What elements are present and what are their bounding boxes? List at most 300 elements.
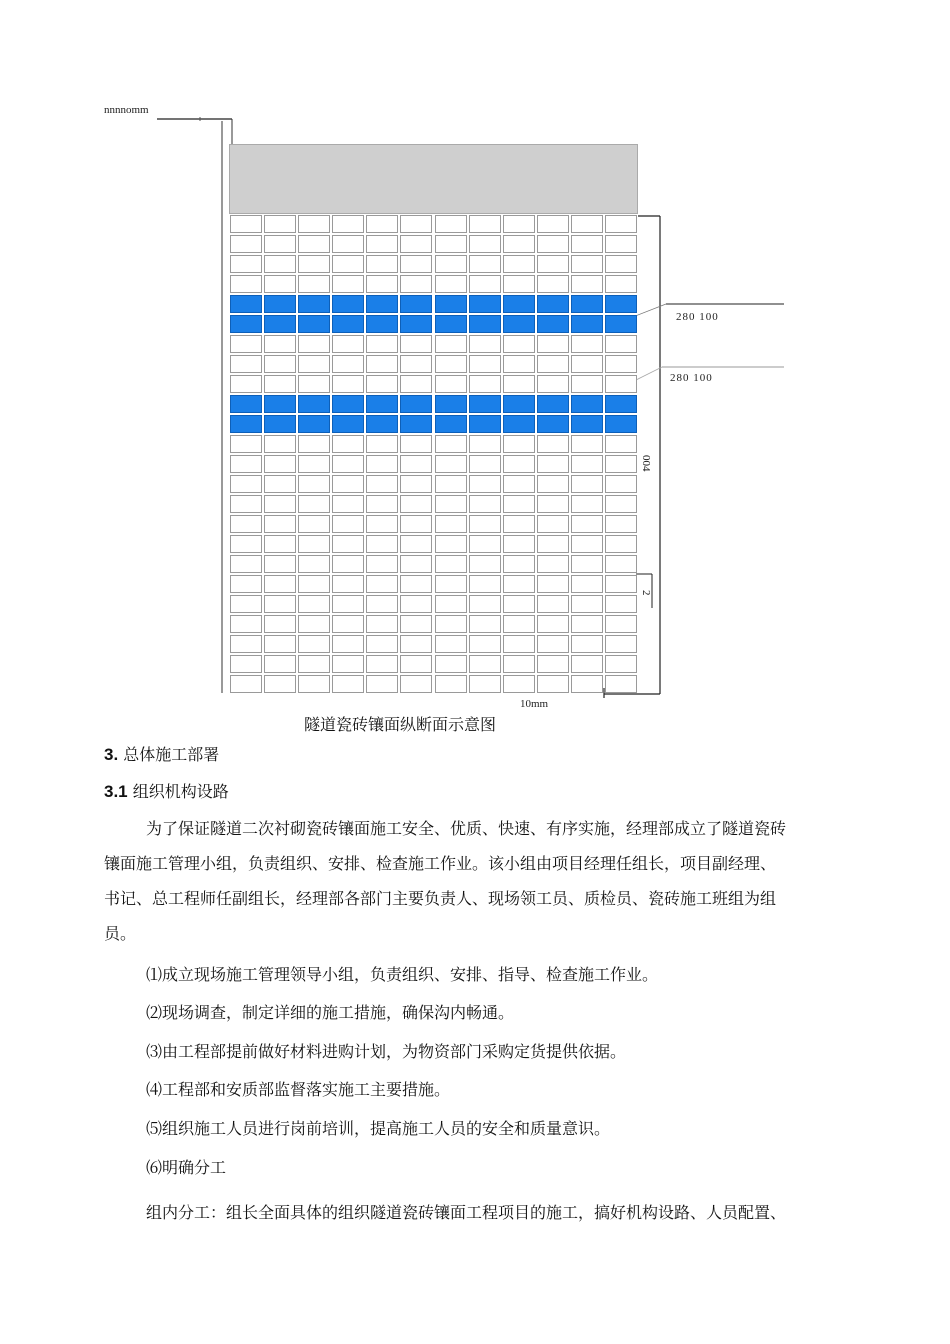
tile [230,635,262,653]
tile [435,515,467,533]
tile [332,615,364,633]
tile [469,275,501,293]
tile [537,375,569,393]
top-left-label: nnnnomm [104,104,149,116]
list-item-number: ⑶ [146,1042,163,1061]
tile [332,555,364,573]
tile [605,415,637,433]
tile [264,275,296,293]
tile [435,375,467,393]
callout-1-line2: 280 100 [676,311,719,323]
tile [605,275,637,293]
tile [298,375,330,393]
tile [298,355,330,373]
tile [571,515,603,533]
tile [332,515,364,533]
tile [230,595,262,613]
tile [435,535,467,553]
tile [264,315,296,333]
tile [264,335,296,353]
tile [503,575,535,593]
tile [469,575,501,593]
tile [264,255,296,273]
tile [469,615,501,633]
tile [298,435,330,453]
tile [400,615,432,633]
tile [537,555,569,573]
tile [469,635,501,653]
tile [503,255,535,273]
tile [264,595,296,613]
tile [400,395,432,413]
tile [571,495,603,513]
tile [366,475,398,493]
tile [298,275,330,293]
tile [571,355,603,373]
tile [332,655,364,673]
tile [605,475,637,493]
tile [571,295,603,313]
tile [332,335,364,353]
list-item-text: 明确分工 [162,1158,227,1177]
tile [298,575,330,593]
tile [264,615,296,633]
tile [230,255,262,273]
tile [366,655,398,673]
tile [503,415,535,433]
subsection-heading-text: 组织机构设路 [132,782,229,801]
tile [298,615,330,633]
tile [503,315,535,333]
para-line-1: 为了保证隧道二次衬砌瓷砖镶面施工安全、优质、快速、有序实施，经理部成立了隧道瓷砖 [146,819,787,838]
last-line: 组内分工：组长全面具体的组织隧道瓷砖镶面工程项目的施工，搞好机构设路、人员配置、 [146,1203,787,1222]
tile [503,235,535,253]
tile [332,675,364,693]
tile [366,555,398,573]
tile [571,555,603,573]
tile [400,595,432,613]
tile [298,395,330,413]
tile [298,295,330,313]
tile [400,375,432,393]
tile [332,455,364,473]
tile [264,355,296,373]
tile [264,535,296,553]
tile [605,375,637,393]
tile [400,355,432,373]
tile [230,395,262,413]
tile [332,435,364,453]
tile [503,295,535,313]
tile [332,355,364,373]
tile [366,375,398,393]
tile [605,615,637,633]
para-line-2: 镶面施工管理小组，负责组织、安排、检查施工作业。该小组由项目经理任组长，项目副经理、 [104,854,777,873]
tile [435,475,467,493]
tile [435,495,467,513]
tile [503,535,535,553]
tile [366,495,398,513]
tile [469,355,501,373]
tile [435,295,467,313]
tile [469,435,501,453]
tile [469,535,501,553]
tile [571,615,603,633]
tile [298,255,330,273]
tile [503,215,535,233]
tile [230,575,262,593]
tile [264,295,296,313]
tile [366,295,398,313]
side-mark-2: 2 [640,590,652,596]
tile [605,535,637,553]
tile [469,295,501,313]
para-line-3: 书记、总工程师任副组长，经理部各部门主要负责人、现场领工员、质检员、瓷砖施工班组为组 [104,889,777,908]
tile [571,575,603,593]
tile [230,555,262,573]
section-heading-text: 总体施工部署 [123,745,220,764]
tile [332,595,364,613]
tile [366,675,398,693]
side-mark-1: 004 [640,455,652,472]
tile [537,335,569,353]
tile [366,215,398,233]
tile [298,635,330,653]
tile [537,655,569,673]
tile [230,315,262,333]
tile [332,275,364,293]
tile [503,435,535,453]
tile [230,655,262,673]
tile [605,295,637,313]
tile [366,615,398,633]
tile [435,255,467,273]
tile [605,315,637,333]
tile [469,455,501,473]
tile [332,415,364,433]
tile [298,315,330,333]
tile [571,455,603,473]
tile [503,655,535,673]
tile [400,295,432,313]
tile [264,515,296,533]
tile [400,555,432,573]
tile [435,275,467,293]
tile [230,295,262,313]
tile [298,655,330,673]
section-heading-number: 3. [104,745,119,764]
tile [605,455,637,473]
tile [435,435,467,453]
tile [605,515,637,533]
tile [605,355,637,373]
tile [366,435,398,453]
tile [298,415,330,433]
tile [264,395,296,413]
tile [503,335,535,353]
tile [503,395,535,413]
tile [230,335,262,353]
tile [400,495,432,513]
tile [571,275,603,293]
tile [537,535,569,553]
tile [366,595,398,613]
list-item-number: ⑴ [146,965,163,984]
subsection-heading [104,779,229,802]
tile [400,575,432,593]
tile [537,415,569,433]
tile [503,675,535,693]
tile [332,535,364,553]
subsection-heading-number: 3.1 [104,782,128,801]
tile [230,675,262,693]
tile [332,215,364,233]
tile [571,635,603,653]
tile [503,495,535,513]
list-item-text: 组织施工人员进行岗前培训，提高施工人员的安全和质量意识。 [162,1119,611,1138]
tile [230,475,262,493]
tile [435,235,467,253]
tile [503,455,535,473]
tile [537,355,569,373]
tile [332,315,364,333]
tile [366,395,398,413]
tile [298,535,330,553]
tile [537,315,569,333]
tile [469,335,501,353]
list-item-text: 工程部和安质部监督落实施工主要措施。 [162,1080,451,1099]
tile [264,475,296,493]
tile [605,335,637,353]
tile [537,215,569,233]
tile [298,515,330,533]
list-item [146,1155,226,1178]
tile [400,335,432,353]
tile [230,235,262,253]
tile [469,375,501,393]
tile [435,415,467,433]
tile [435,555,467,573]
tile [469,475,501,493]
tile [503,355,535,373]
tile [537,475,569,493]
tile [537,635,569,653]
list-item [146,1077,450,1100]
list-item-number: ⑵ [146,1003,163,1022]
tile [264,635,296,653]
tile [605,575,637,593]
tile [537,615,569,633]
list-item-text: 现场调查，制定详细的施工措施，确保沟内畅通。 [162,1003,515,1022]
tile [264,435,296,453]
tile [469,595,501,613]
tile [332,635,364,653]
tile [469,495,501,513]
tile [537,455,569,473]
tile [503,475,535,493]
tile [332,495,364,513]
tile [298,595,330,613]
tile [435,595,467,613]
para-line-4: 员。 [104,924,137,943]
tile [230,455,262,473]
tile [435,655,467,673]
tile [605,495,637,513]
tile [537,595,569,613]
tile [264,215,296,233]
tile [435,675,467,693]
tile [435,395,467,413]
tile [264,415,296,433]
tile [503,515,535,533]
tile [435,635,467,653]
tile [571,375,603,393]
tile [230,435,262,453]
tile [230,415,262,433]
list-item [146,1116,610,1139]
tile [537,575,569,593]
list-item-text: 由工程部提前做好材料进购计划，为物资部门采购定货提供依据。 [162,1042,627,1061]
tile [605,675,637,693]
tile [537,275,569,293]
tile [264,555,296,573]
callout-2-line2: 280 100 [670,372,713,384]
section-heading [104,742,219,765]
tile [571,675,603,693]
list-item-text: 成立现场施工管理领导小组，负责组织、安排、指导、检查施工作业。 [162,965,659,984]
tile [537,495,569,513]
tile [571,475,603,493]
tile [366,275,398,293]
tile [469,675,501,693]
list-item-number: ⑹ [146,1158,163,1177]
tile [264,655,296,673]
tile [571,235,603,253]
tile [469,315,501,333]
list-item-number: ⑷ [146,1080,163,1099]
tile [469,655,501,673]
tile [264,495,296,513]
tile [537,675,569,693]
tile [366,415,398,433]
tile [605,435,637,453]
tile [298,495,330,513]
tile [298,215,330,233]
tile [537,395,569,413]
tile [298,455,330,473]
tile [605,595,637,613]
tile [469,555,501,573]
tile-grid [229,214,638,694]
tile [230,495,262,513]
tile [571,335,603,353]
tile [366,235,398,253]
tile [537,515,569,533]
tile [264,455,296,473]
tile [332,235,364,253]
tile [400,215,432,233]
tile [332,575,364,593]
tile [571,395,603,413]
tile [537,255,569,273]
tile [503,375,535,393]
tile [230,615,262,633]
tile [571,215,603,233]
tile [366,515,398,533]
tile [230,535,262,553]
tile [503,595,535,613]
tile [366,315,398,333]
tile [571,315,603,333]
tile [400,435,432,453]
tile [469,395,501,413]
tile [503,555,535,573]
tile [435,335,467,353]
list-item [146,962,658,985]
tile [400,455,432,473]
tile [400,515,432,533]
tile [435,215,467,233]
tile [469,235,501,253]
tile [469,255,501,273]
tile [298,675,330,693]
tile [332,475,364,493]
tile [537,235,569,253]
bottom-dimension: 10mm [520,698,549,710]
tile [332,375,364,393]
tile [400,475,432,493]
tile [605,395,637,413]
tile [571,435,603,453]
tile [264,575,296,593]
tile [400,315,432,333]
tile [366,335,398,353]
tile [537,295,569,313]
tile [230,375,262,393]
tile [605,255,637,273]
tile [605,655,637,673]
top-band [229,144,638,214]
tile [571,255,603,273]
list-item [146,1000,514,1023]
tile [400,675,432,693]
tile [264,235,296,253]
tile [230,275,262,293]
tile [469,215,501,233]
tile [332,395,364,413]
diagram-caption: 隧道瓷砖镶面纵断面示意图 [304,715,497,734]
tile [400,235,432,253]
tile [571,415,603,433]
tile [400,635,432,653]
tile [400,655,432,673]
tile [366,355,398,373]
tile [366,535,398,553]
tile [435,455,467,473]
tile [332,255,364,273]
tile [435,355,467,373]
tile [264,675,296,693]
tile [400,255,432,273]
tile [230,515,262,533]
tile [366,255,398,273]
tile [298,555,330,573]
tile [400,535,432,553]
tile [400,275,432,293]
tile [571,535,603,553]
tile [264,375,296,393]
tile [503,635,535,653]
